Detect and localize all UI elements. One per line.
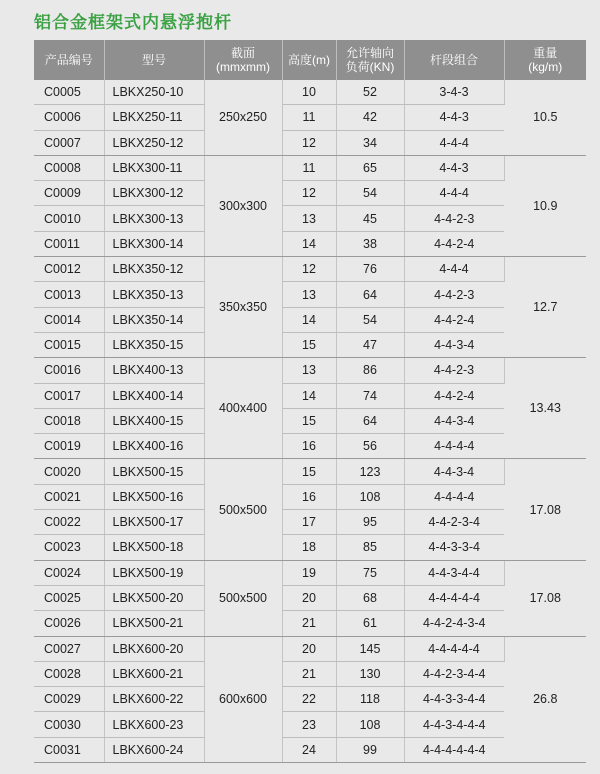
product-code-cell: C0010 <box>34 206 104 231</box>
table-body <box>34 80 586 763</box>
table-row <box>34 535 586 560</box>
combo-cell: 4-4-2-3 <box>404 206 504 231</box>
combo-cell: 4-4-2-4-3-4 <box>404 611 504 636</box>
model-cell: LBKX250-10 <box>104 80 204 105</box>
section-cell: 400x400 <box>204 358 282 459</box>
height-cell: 11 <box>282 105 336 130</box>
combo-cell: 4-4-3-4 <box>404 408 504 433</box>
table-row <box>34 105 586 130</box>
table-row <box>34 358 586 383</box>
load-cell: 99 <box>336 737 404 762</box>
table-row <box>34 408 586 433</box>
combo-cell: 4-4-4-4 <box>404 434 504 459</box>
header-cell: 杆段组合 <box>404 40 504 80</box>
product-code-cell: C0018 <box>34 408 104 433</box>
product-code-cell: C0028 <box>34 661 104 686</box>
load-cell: 54 <box>336 181 404 206</box>
load-cell: 47 <box>336 332 404 357</box>
header-cell: 截面 (mmxmm) <box>204 40 282 80</box>
product-code-cell: C0027 <box>34 636 104 661</box>
height-cell: 19 <box>282 560 336 585</box>
product-code-cell: C0029 <box>34 687 104 712</box>
load-cell: 75 <box>336 560 404 585</box>
combo-cell: 4-4-2-3 <box>404 358 504 383</box>
product-code-cell: C0008 <box>34 155 104 180</box>
section-cell: 500x500 <box>204 459 282 560</box>
section-cell: 500x500 <box>204 560 282 636</box>
table-row <box>34 307 586 332</box>
load-cell: 123 <box>336 459 404 484</box>
height-cell: 14 <box>282 307 336 332</box>
load-cell: 118 <box>336 687 404 712</box>
weight-cell: 12.7 <box>504 257 586 358</box>
table-row <box>34 80 586 105</box>
load-cell: 34 <box>336 130 404 155</box>
height-cell: 23 <box>282 712 336 737</box>
combo-cell: 4-4-4-4-4-4 <box>404 737 504 762</box>
model-cell: LBKX600-21 <box>104 661 204 686</box>
table-row <box>34 434 586 459</box>
combo-cell: 4-4-4 <box>404 181 504 206</box>
product-code-cell: C0012 <box>34 257 104 282</box>
combo-cell: 4-4-4-4-4 <box>404 585 504 610</box>
combo-cell: 4-4-2-3-4 <box>404 510 504 535</box>
table-row <box>34 611 586 636</box>
model-cell: LBKX400-15 <box>104 408 204 433</box>
product-code-cell: C0013 <box>34 282 104 307</box>
model-cell: LBKX500-17 <box>104 510 204 535</box>
height-cell: 13 <box>282 358 336 383</box>
product-code-cell: C0020 <box>34 459 104 484</box>
height-cell: 21 <box>282 661 336 686</box>
height-cell: 12 <box>282 257 336 282</box>
model-cell: LBKX250-12 <box>104 130 204 155</box>
table-row <box>34 155 586 180</box>
model-cell: LBKX400-13 <box>104 358 204 383</box>
height-cell: 15 <box>282 408 336 433</box>
height-cell: 22 <box>282 687 336 712</box>
model-cell: LBKX300-12 <box>104 181 204 206</box>
product-code-cell: C0025 <box>34 585 104 610</box>
combo-cell: 4-4-3-4-4-4 <box>404 712 504 737</box>
load-cell: 108 <box>336 484 404 509</box>
model-cell: LBKX500-20 <box>104 585 204 610</box>
height-cell: 20 <box>282 585 336 610</box>
section-cell: 600x600 <box>204 636 282 762</box>
table-row <box>34 712 586 737</box>
load-cell: 68 <box>336 585 404 610</box>
combo-cell: 4-4-2-4 <box>404 307 504 332</box>
load-cell: 108 <box>336 712 404 737</box>
combo-cell: 4-4-3 <box>404 105 504 130</box>
weight-cell: 26.8 <box>504 636 586 762</box>
load-cell: 54 <box>336 307 404 332</box>
header-cell: 允许轴向 负荷(KN) <box>336 40 404 80</box>
model-cell: LBKX600-23 <box>104 712 204 737</box>
load-cell: 74 <box>336 383 404 408</box>
model-cell: LBKX500-19 <box>104 560 204 585</box>
combo-cell: 4-4-2-3-4-4 <box>404 661 504 686</box>
combo-cell: 4-4-3-4-4 <box>404 560 504 585</box>
load-cell: 52 <box>336 80 404 105</box>
height-cell: 17 <box>282 510 336 535</box>
product-code-cell: C0011 <box>34 231 104 256</box>
product-code-cell: C0014 <box>34 307 104 332</box>
height-cell: 21 <box>282 611 336 636</box>
table-row <box>34 687 586 712</box>
combo-cell: 4-4-4-4-4 <box>404 636 504 661</box>
height-cell: 15 <box>282 332 336 357</box>
product-code-cell: C0019 <box>34 434 104 459</box>
combo-cell: 4-4-2-4 <box>404 383 504 408</box>
combo-cell: 4-4-3-3-4-4 <box>404 687 504 712</box>
table-row <box>34 332 586 357</box>
load-cell: 64 <box>336 408 404 433</box>
combo-cell: 4-4-3-4 <box>404 459 504 484</box>
model-cell: LBKX400-14 <box>104 383 204 408</box>
product-code-cell: C0009 <box>34 181 104 206</box>
combo-cell: 4-4-3-3-4 <box>404 535 504 560</box>
height-cell: 15 <box>282 459 336 484</box>
model-cell: LBKX300-11 <box>104 155 204 180</box>
height-cell: 10 <box>282 80 336 105</box>
table-row <box>34 560 586 585</box>
table-row <box>34 737 586 762</box>
product-code-cell: C0023 <box>34 535 104 560</box>
product-code-cell: C0024 <box>34 560 104 585</box>
combo-cell: 4-4-4-4 <box>404 484 504 509</box>
product-code-cell: C0021 <box>34 484 104 509</box>
table-row <box>34 282 586 307</box>
height-cell: 12 <box>282 130 336 155</box>
load-cell: 45 <box>336 206 404 231</box>
height-cell: 18 <box>282 535 336 560</box>
product-code-cell: C0022 <box>34 510 104 535</box>
header-cell: 产品编号 <box>34 40 104 80</box>
model-cell: LBKX300-13 <box>104 206 204 231</box>
load-cell: 42 <box>336 105 404 130</box>
table-row <box>34 231 586 256</box>
height-cell: 14 <box>282 231 336 256</box>
load-cell: 64 <box>336 282 404 307</box>
combo-cell: 4-4-2-4 <box>404 231 504 256</box>
height-cell: 24 <box>282 737 336 762</box>
table-row <box>34 383 586 408</box>
combo-cell: 4-4-3 <box>404 155 504 180</box>
table-row <box>34 661 586 686</box>
model-cell: LBKX500-15 <box>104 459 204 484</box>
model-cell: LBKX400-16 <box>104 434 204 459</box>
section-cell: 300x300 <box>204 155 282 256</box>
load-cell: 76 <box>336 257 404 282</box>
table-row <box>34 206 586 231</box>
model-cell: LBKX350-14 <box>104 307 204 332</box>
table-row <box>34 510 586 535</box>
model-cell: LBKX600-22 <box>104 687 204 712</box>
model-cell: LBKX500-18 <box>104 535 204 560</box>
section-cell: 250x250 <box>204 80 282 155</box>
height-cell: 14 <box>282 383 336 408</box>
combo-cell: 4-4-4 <box>404 257 504 282</box>
product-code-cell: C0026 <box>34 611 104 636</box>
height-cell: 12 <box>282 181 336 206</box>
model-cell: LBKX500-16 <box>104 484 204 509</box>
header-cell: 高度(m) <box>282 40 336 80</box>
table-row <box>34 130 586 155</box>
height-cell: 11 <box>282 155 336 180</box>
table-row <box>34 181 586 206</box>
product-code-cell: C0007 <box>34 130 104 155</box>
product-code-cell: C0016 <box>34 358 104 383</box>
height-cell: 16 <box>282 484 336 509</box>
table-row <box>34 257 586 282</box>
height-cell: 16 <box>282 434 336 459</box>
model-cell: LBKX350-12 <box>104 257 204 282</box>
height-cell: 20 <box>282 636 336 661</box>
section-cell: 350x350 <box>204 257 282 358</box>
product-code-cell: C0006 <box>34 105 104 130</box>
load-cell: 61 <box>336 611 404 636</box>
height-cell: 13 <box>282 282 336 307</box>
weight-cell: 10.5 <box>504 80 586 155</box>
product-code-cell: C0005 <box>34 80 104 105</box>
header-cell: 重量 (kg/m) <box>504 40 586 80</box>
model-cell: LBKX350-13 <box>104 282 204 307</box>
load-cell: 65 <box>336 155 404 180</box>
model-cell: LBKX350-15 <box>104 332 204 357</box>
load-cell: 56 <box>336 434 404 459</box>
header-cell: 型号 <box>104 40 204 80</box>
product-code-cell: C0017 <box>34 383 104 408</box>
table-row <box>34 484 586 509</box>
table-row <box>34 459 586 484</box>
load-cell: 38 <box>336 231 404 256</box>
product-code-cell: C0030 <box>34 712 104 737</box>
product-code-cell: C0031 <box>34 737 104 762</box>
weight-cell: 17.08 <box>504 459 586 560</box>
weight-cell: 10.9 <box>504 155 586 256</box>
model-cell: LBKX500-21 <box>104 611 204 636</box>
combo-cell: 4-4-2-3 <box>404 282 504 307</box>
weight-cell: 13.43 <box>504 358 586 459</box>
load-cell: 95 <box>336 510 404 535</box>
table-header-row <box>34 40 586 80</box>
model-cell: LBKX600-20 <box>104 636 204 661</box>
weight-cell: 17.08 <box>504 560 586 636</box>
load-cell: 145 <box>336 636 404 661</box>
table-row <box>34 585 586 610</box>
combo-cell: 4-4-3-4 <box>404 332 504 357</box>
combo-cell: 4-4-4 <box>404 130 504 155</box>
load-cell: 85 <box>336 535 404 560</box>
combo-cell: 3-4-3 <box>404 80 504 105</box>
load-cell: 130 <box>336 661 404 686</box>
table-row <box>34 636 586 661</box>
model-cell: LBKX600-24 <box>104 737 204 762</box>
model-cell: LBKX300-14 <box>104 231 204 256</box>
page-title: 铝合金框架式内悬浮抱杆 <box>34 13 232 33</box>
product-code-cell: C0015 <box>34 332 104 357</box>
spec-table <box>34 40 586 763</box>
height-cell: 13 <box>282 206 336 231</box>
model-cell: LBKX250-11 <box>104 105 204 130</box>
load-cell: 86 <box>336 358 404 383</box>
